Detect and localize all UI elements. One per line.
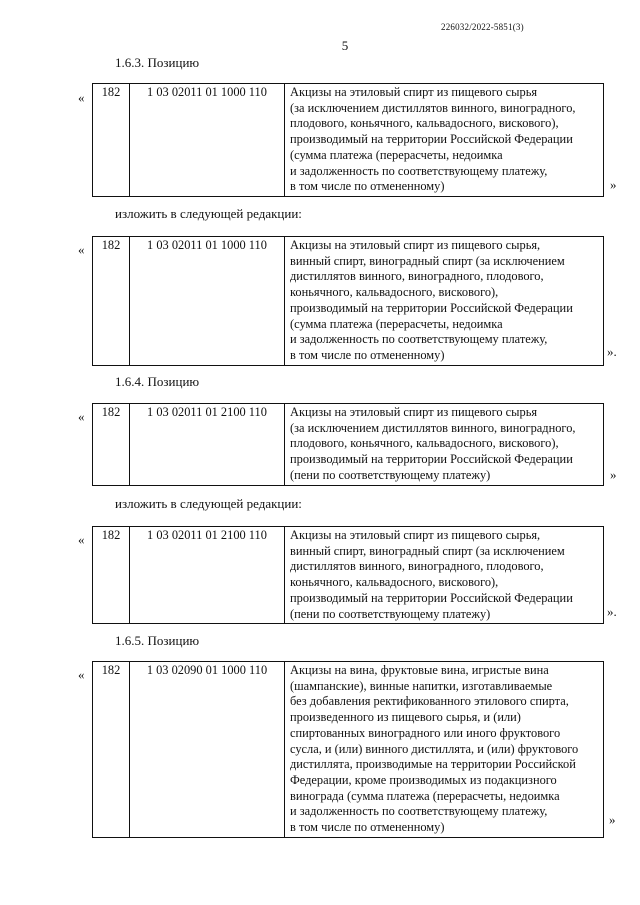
description-line: Акцизы на этиловый спирт из пищевого сырья,	[290, 528, 541, 542]
open-quote: «	[78, 409, 85, 424]
description-line: Акцизы на этиловый спирт из пищевого сырья,	[290, 238, 541, 252]
page-number: 5	[341, 38, 349, 53]
description-line: (пени по соответствующему платежу)	[290, 606, 491, 621]
description-cell	[285, 84, 604, 197]
description-line: плодового, коньячного, кальвадосного, вискового),	[290, 436, 559, 451]
description-line: Федерации, кроме производимых из подакцизного	[290, 772, 557, 787]
new-position-table	[92, 236, 604, 366]
description-line: (шампанские), винные напитки, изготавливаемые	[290, 678, 553, 693]
description-line: в том числе по отмененному)	[290, 347, 445, 362]
old-position-table	[92, 661, 604, 838]
table-row	[93, 527, 604, 624]
open-quote: «	[78, 242, 85, 257]
section-heading-1-6-4: 1.6.4. Позицию	[115, 374, 200, 389]
description-line: и задолженность по соответствующему платежу,	[290, 804, 548, 819]
open-quote: «	[78, 667, 85, 682]
kbk-cell: 1 03 02011 01 2100 110	[130, 404, 285, 486]
new-position-table	[92, 526, 604, 624]
document-id: 226032/2022-5851(3)	[441, 22, 524, 32]
description-line: Акцизы на этиловый спирт из пищевого сырья	[290, 405, 538, 419]
table-row	[93, 84, 604, 197]
section-heading-1-6-5: 1.6.5. Позицию	[115, 633, 200, 648]
code-cell: 182	[93, 527, 130, 624]
kbk-cell: 1 03 02011 01 2100 110	[130, 527, 285, 624]
close-quote: ».	[607, 344, 617, 359]
code-cell: 182	[93, 404, 130, 486]
code-cell: 182	[93, 237, 130, 366]
open-quote: «	[78, 90, 85, 105]
description-line: Акцизы на вина, фруктовые вина, игристые вина	[290, 663, 549, 677]
description-cell	[285, 237, 604, 366]
description-line: винный спирт, виноградный спирт (за исключением	[290, 253, 565, 268]
description-line: и задолженность по соответствующему платежу,	[290, 163, 548, 178]
table-row	[93, 404, 604, 486]
close-quote: »	[610, 177, 617, 192]
description-line: плодового, коньячного, кальвадосного, вискового),	[290, 116, 559, 131]
amendment-lead: изложить в следующей редакции:	[115, 496, 302, 511]
section-heading-1-6-3: 1.6.3. Позицию	[115, 55, 200, 70]
table-row	[93, 237, 604, 366]
description-line: дистиллята, производимые на территории Российской	[290, 757, 576, 772]
code-cell: 182	[93, 84, 130, 197]
description-line: (сумма платежа (перерасчеты, недоимка	[290, 147, 503, 162]
description-line: производимый на территории Российской Федерации	[290, 452, 573, 467]
old-position-table	[92, 83, 604, 197]
description-line: дистиллятов винного, виноградного, плодового,	[290, 559, 544, 574]
description-line: произведенного из пищевого сырья, и (или)	[290, 710, 521, 725]
kbk-cell: 1 03 02090 01 1000 110	[130, 662, 285, 838]
kbk-cell: 1 03 02011 01 1000 110	[130, 84, 285, 197]
open-quote: «	[78, 532, 85, 547]
description-line: винограда (сумма платежа (перерасчеты, недоимка	[290, 788, 560, 803]
description-line: в том числе по отмененному)	[290, 820, 445, 835]
close-quote: »	[610, 467, 617, 482]
description-cell	[285, 527, 604, 624]
description-line: сусла, и (или) винного дистиллята, и (или) фруктового	[290, 741, 579, 756]
description-cell	[285, 404, 604, 486]
kbk-cell: 1 03 02011 01 1000 110	[130, 237, 285, 366]
description-line: производимый на территории Российской Федерации	[290, 300, 573, 315]
description-line: (пени по соответствующему платежу)	[290, 467, 491, 482]
description-line: и задолженность по соответствующему платежу,	[290, 332, 548, 347]
description-line: коньячного, кальвадосного, вискового),	[290, 575, 499, 590]
description-line: винный спирт, виноградный спирт (за исключением	[290, 543, 565, 558]
description-line: Акцизы на этиловый спирт из пищевого сырья	[290, 85, 538, 99]
description-line: производимый на территории Российской Федерации	[290, 132, 573, 147]
close-quote: »	[609, 812, 616, 827]
description-line: коньячного, кальвадосного, вискового),	[290, 285, 499, 300]
description-line: в том числе по отмененному)	[290, 179, 445, 194]
description-line: дистиллятов винного, виноградного, плодового,	[290, 269, 544, 284]
description-line: (за исключением дистиллятов винного, виноградного,	[290, 100, 576, 115]
description-line: (за исключением дистиллятов винного, виноградного,	[290, 420, 576, 435]
description-line: без добавления ректификованного этилового спирта,	[290, 694, 569, 709]
old-position-table	[92, 403, 604, 486]
description-line: (сумма платежа (перерасчеты, недоимка	[290, 316, 503, 331]
description-line: спиртованных виноградного или иного фруктового	[290, 725, 561, 740]
table-row	[93, 662, 604, 838]
code-cell: 182	[93, 662, 130, 838]
close-quote: ».	[607, 604, 617, 619]
description-cell	[285, 662, 604, 838]
description-line: производимый на территории Российской Федерации	[290, 590, 573, 605]
amendment-lead: изложить в следующей редакции:	[115, 206, 302, 221]
